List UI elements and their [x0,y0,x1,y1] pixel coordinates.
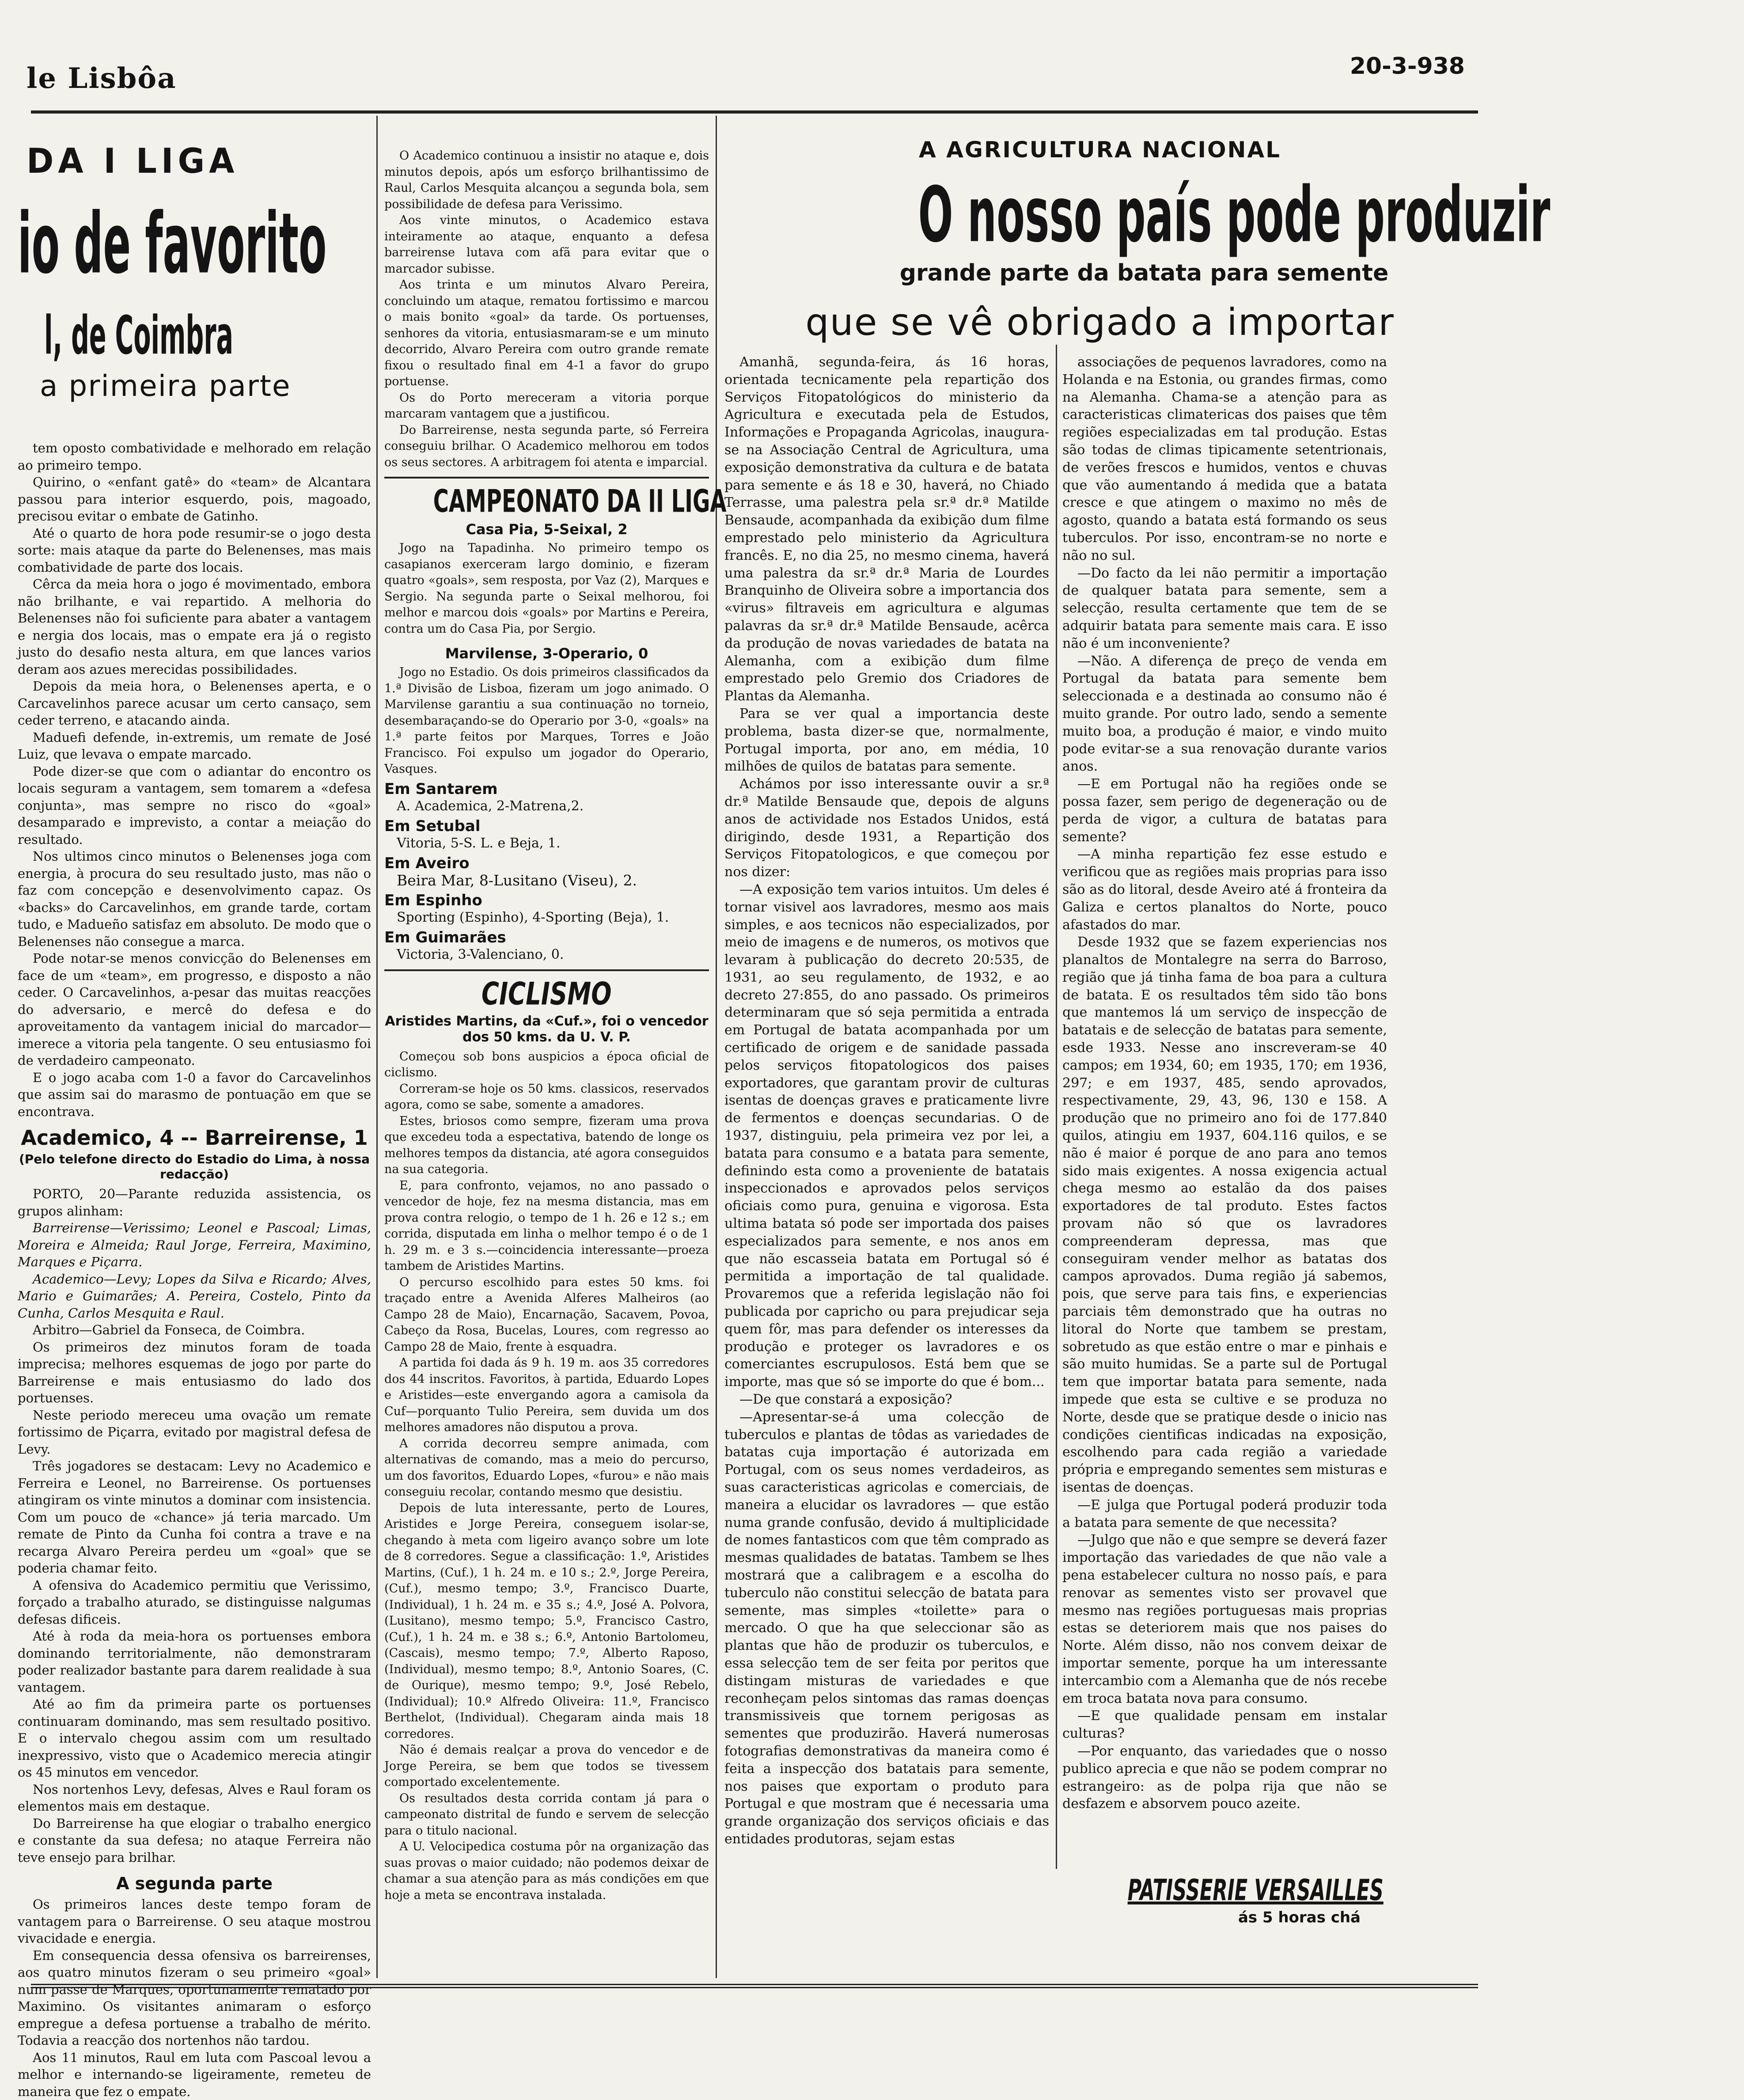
venue-setubal: Em Setubal [384,817,709,835]
paragraph: Aos 11 minutos, Raul em luta com Pascoal levou a melhor e internando-se ligeiramente, remeteu de maneira que fez o empate. [18,2049,371,2100]
paragraph: PORTO, 20—Parante reduzida assistencia, os grupos alinham: [18,1185,371,1219]
paragraph: Aos vinte minutos, o Academico estava inteiramente ao ataque, enquanto a defesa barreirense lutava com afã para evitar que o marcador subisse. [384,213,709,277]
paragraph: Os do Porto mereceram a vitoria porque marcaram vantagem que a justificou. [384,390,709,422]
agriculture-column-2 [1062,353,1387,1813]
paragraph: Academico—Levy; Lopes da Silva e Ricardo; Alves, Mario e Guimarães; A. Pereira, Costelo, Pinto da Cunha, Carlos Mesquita e Raul. [18,1271,371,1322]
paragraph: Jogo no Estadio. Os dois primeiros classificados da 1.ª Divisão de Lisboa, fizeram um jogo animado. O Marvilense garantiu a sua continuação no torneio, desembaraçando-se do Operario por 3-0, «goals» na 1.ª parte feitos por Marques, Torres e João Francisco. Foi expulso um jogador do Operario, Vasques. [384,665,709,778]
section-name: le Lisbôa [27,62,177,95]
paragraph: Do Barreirense, nesta segunda parte, só Ferreira conseguiu brilhar. O Academico melhorou em todos os seus sectores. A arbitragem foi atenta e imparcial. [384,422,709,471]
match-heading-marvilense: Marvilense, 3-Operario, 0 [384,645,709,662]
column-divider [1056,345,1057,1869]
paragraph: Cêrca da meia hora o jogo é movimentado, embora não brilhante, e vai repartido. A melhoria do Belenenses não foi suficiente para abater a vantagem e nergia dos locais, mas o empate era já o registo justo do desafio nesta altura, em que lances varios deram aos azues merecidas possibilidades. [18,576,371,678]
venue-santarem: Em Santarem [384,780,709,798]
paragraph: A ofensiva do Academico permitiu que Verissimo, forçado a trabalho aturado, se distinguisse nalgumas defesas dificeis. [18,1577,371,1628]
paragraph: Desde 1932 que se fazem experiencias nos planaltos de Montalegre na serra do Barroso, região que já tinha fama de boa para a cultura de batata. E os resultados têm sido tão bons que mantemos lá um serviço de inspecção de batatais e de selecção de batatas para semente, esde 1933. Nesse ano inscreveram-se 40 campos; em 1934, 60; em 1935, 170; em 1936, 297; e em 1937, 485, sendo aprovados, respectivamente, 29, 43, 96, 130 e 158. A produção que no primeiro ano foi de 177.840 quilos, atingiu em 1937, 604.116 quilos, e se não é maior é porque de ano para ano temos sido mais exigentes. A nossa exigencia actual chega mesmo ao estalão da dos paises exportadores de tal produto. Estes factos provam não só que os lavradores compreenderam depressa, mas que conseguiram vender melhor as batatas dos campos aprovados. Duma região já sabemos, pois, que serve para tais fins, e experiencias parciais têm demonstrado que ha outras no litoral do Norte que tambem se prestam, sobretudo as que estão entre o mar e pinhais e são muito humidas. Se a parte sul de Portugal tem que importar batata para semente, nada impede que esta se cultive e se produza no Norte, desde que se pratique desde o inicio nas condições cientificas indicadas na exposição, escolhendo para cada região a variedade própria e empregando sementes sem misturas e isentas de doenças. [1062,934,1387,1496]
column-divider [376,116,378,1978]
paragraph: —Apresentar-se-á uma colecção de tuberculos e plantas de tôdas as variedades de batatas cuja importação é autorizada em Portugal, com os seus nomes verdadeiros, as suas caracteristicas agricolas e comerciais, de maneira a elucidar os lavradores — que estão numa grande confusão, devido á multiplicidade de nomes fantasticos com que têm comprado as mesmas qualidades de batatas. Tambem se lhes mostrará que a calibragem e a escolha do tuberculo não constitui selecção de batata para semente, mas simples «toilette» para o mercado. O que ha que seleccionar são as plantas que hão de produzir os tuberculos, e essa selecção tem de ser feita por peritos que distingam misturas de variedades e que reconheçam pelos sintomas das ramas doenças transmissiveis que tornem perigosas as sementes que produzirão. Haverá numerosas fotografias demonstrativas da maneira como é feita a inspecção dos batatais para semente, nos paises que exportam o produto para Portugal e que mostram que é necessaria uma grande organização dos serviços oficiais e das entidades produtoras, sejam estas [724,1409,1049,1848]
paragraph: Neste periodo mereceu uma ovação um remate fortissimo de Piçarra, evitado por magistral defesa de Levy. [18,1407,371,1458]
paragraph: —E em Portugal não ha regiões onde se possa fazer, sem perigo de degeneração ou de perda de vigor, a cultura de batatas para semente? [1062,775,1387,846]
paragraph: Em consequencia dessa ofensiva os barreirenses, aos quatro minutos fizeram o seu primeiro «goal» num passe de Marques, oportunamente rematado por Maximino. Os visitantes animaram o esforço empregue a defesa portuense a trabalho de mérito. Todavia a reacção dos nortenhos não tardou. [18,1947,371,2049]
result-espinho: Sporting (Espinho), 4-Sporting (Beja), 1. [384,909,709,926]
article-subheadline-2: que se vê obrigado a importar [724,300,1475,344]
section-rule [384,477,709,478]
section-heading-segunda-parte: A segunda parte [18,1874,371,1893]
paragraph: Achámos por isso interessante ouvir a sr.ª dr.ª Matilde Bensaude que, depois de alguns anos de actividade nos Estados Unidos, está dirigindo, desde 1931, a Repartição dos Serviços Fitopatologicos, e que começou por nos dizer: [724,775,1049,881]
heading-ciclismo: CICLISMO [481,977,612,1011]
article-kicker: A AGRICULTURA NACIONAL [724,137,1475,163]
bottom-rule [31,1984,1478,1988]
paragraph: Nos ultimos cinco minutos o Belenenses joga com energia, à procura do seu resultado justo, mas não o faz com concepção e desenvolvimento capaz. Os «backs» do Carcavelinhos, em grande tarde, cortam tudo, e Madueño satisfaz em absoluto. De modo que o Belenenses não consegue a marca. [18,848,371,950]
paragraph: Pode dizer-se que com o adiantar do encontro os locais seguram a vantagem, sem tomarem a «defesa conjunta», mas sempre no risco do «goal» desamparado e imprevisto, a contar a meiação do resultado. [18,763,371,848]
paragraph: —E julga que Portugal poderá produzir toda a batata para semente de que necessita? [1062,1496,1387,1532]
paragraph: Barreirense—Verissimo; Leonel e Pascoal; Limas, Moreira e Almeida; Raul Jorge, Ferreira, Maximino, Marques e Piçarra. [18,1219,371,1271]
paragraph: Nos nortenhos Levy, defesas, Alves e Raul foram os elementos mais em destaque. [18,1781,371,1815]
match-headline-academico: Academico, 4 -- Barreirense, 1 [18,1126,371,1149]
headline-coimbra: l, de Coimbra [44,307,233,365]
paragraph: —A minha repartição fez esse estudo e verificou que as regiões mais proprias para isso são as do litoral, desde Aveiro até á fronteira da Galiza e certos planaltos do Norte, pouco afastados do mar. [1062,846,1387,934]
paragraph: Três jogadores se destacam: Levy no Academico e Ferreira e Leonel, no Barreirense. Os portuenses atingiram os vinte minutos a dominar com insistencia. Com um pouco de «chance» já teria marcado. Um remate de Pinto da Cunha foi contra a trave e na recarga Alvaro Pereira perdeu um «goal» que se poderia chamar feito. [18,1458,371,1577]
agriculture-column-1 [724,353,1049,1848]
paragraph: Os primeiros lances deste tempo foram de vantagem para o Barreirense. O seu ataque mostrou vivacidade e energia. [18,1896,371,1947]
paragraph: —De que constará a exposição? [724,1391,1049,1409]
paragraph: Correram-se hoje os 50 kms. classicos, reservados agora, como se sabe, somente a amadores. [384,1081,709,1113]
paragraph: Não é demais realçar a prova do vencedor e de Jorge Pereira, se bem que todos se tivessem comportado excelentemente. [384,1742,709,1791]
match-subheadline: (Pelo telefone directo do Estadio do Lima, à nossa redacção) [18,1152,371,1182]
paragraph: E o jogo acaba com 1-0 a favor do Carcavelinhos que assim sai do marasmo de pontuação em que se encontrava. [18,1069,371,1120]
paragraph: A partida foi dada ás 9 h. 19 m. aos 35 corredores dos 44 inscritos. Favoritos, à partida, Eduardo Lopes e Aristides—este envergando agora a camisola da Cuf—porquanto Tulio Pereira, sem duvida um dos melhores amadores não disputou a prova. [384,1355,709,1436]
main-headline: io de favorito [18,197,326,292]
advertisement [1078,1873,1378,1962]
ad-subtitle: ás 5 horas chá [1078,1909,1378,1926]
article-headline: O nosso país pode produzir [918,175,1551,256]
paragraph: Até ao fim da primeira parte os portuenses continuaram dominando, mas sem resultado positivo. E o intervalo chegou assim com um resultado inexpressivo, visto que o Academico merecia atingir os 45 minutos em vencedor. [18,1696,371,1781]
result-setubal: Vitoria, 5-S. L. e Beja, 1. [384,835,709,852]
paragraph: Os resultados desta corrida contam já para o campeonato distrital de fundo e servem de selecção para o titulo nacional. [384,1791,709,1839]
match-heading-casa-pia: Casa Pia, 5-Seixal, 2 [384,521,709,538]
venue-aveiro: Em Aveiro [384,854,709,872]
paragraph: O percurso escolhido para estes 50 kms. foi traçado entre a Avenida Alferes Malheiros (ao Campo 28 de Maio), Encarnação, Sacavem, Povoa, Cabeço da Rosa, Bucelas, Loures, com regresso ao Campo 28 de Maio, frente à esquadra. [384,1275,709,1356]
paragraph: E, para confronto, vejamos, no ano passado o vencedor de hoje, fez na mesma distancia, mas em prova contra relogio, o tempo de 1 h. 26 e 12 s.; em corrida, disputada em linha o melhor tempo é o de 1 h. 29 m. e 3 s.—coincidencia interessante—proeza tambem de Aristides Martins. [384,1178,709,1275]
section-rule [384,969,709,971]
article-subheadline: grande parte da batata para semente [813,260,1475,286]
venue-espinho: Em Espinho [384,892,709,909]
paragraph: Estes, briosos como sempre, fizeram uma prova que excedeu toda a espectativa, batendo de longe os melhores tempos da distancia, até agora conseguidos na sua categoria. [384,1113,709,1178]
paragraph: Começou sob bons auspicios a época oficial de ciclismo. [384,1049,709,1081]
heading-campeonato-ii-liga: CAMPEONATO DA II LIGA [433,485,727,519]
sports-column-2 [384,148,709,1903]
paragraph: O Academico continuou a insistir no ataque e, dois minutos depois, após um esforço brilhantissimo de Raul, Carlos Mesquita alcançou a segunda bola, sem possibilidade de defesa para Verissimo. [384,148,709,213]
paragraph: A U. Velocipedica costuma pôr na organização das suas provas o maior cuidado; não podemos deixar de chamar a sua atenção para as más condições em que hoje a meta se encontrava instalada. [384,1839,709,1903]
paragraph: Pode notar-se menos convicção do Belenenses em face de um «team», em progresso, e disposto a não ceder. O Carcavelinhos, a-pesar das muitas reacções do adversario, e mercê do defesa e do aproveitamento da vantagem inicial do marcador—imerece a vitoria pela tangente. O seu entusiasmo foi de verdadeiro campeonato. [18,950,371,1069]
subheadline: a primeira parte [40,378,291,395]
column-divider [716,116,717,1978]
paragraph: Jogo na Tapadinha. No primeiro tempo os casapianos exerceram largo dominio, e fizeram quatro «goals», sem resposta, por Vaz (2), Marques e Sergio. Na segunda parte o Seixal melhorou, foi melhor e marcou dois «goals» por Martins e Pereira, contra um do Casa Pia, por Sergio. [384,540,709,637]
paragraph: associações de pequenos lavradores, como na Holanda e na Estonia, ou grandes firmas, como na Alemanha. Chama-se a atenção para as caracteristicas climatericas dos paises que têm regiões especializadas em tal produção. Estas são todas de climas tipicamente setentrionais, de verões frescos e humidos, ventos e chuvas que vão aumentando á medida que a batata cresce e que atingem o maximo no mês de agosto, quando a batata está formando os seus tuberculos. Por isso, encontram-se no norte e não no sul. [1062,353,1387,565]
paragraph: Até à roda da meia-hora os portuenses embora dominando territorialmente, não demonstraram poder realizador bastante para darem realidade à sua vantagem. [18,1628,371,1696]
result-aveiro: Beira Mar, 8-Lusitano (Viseu), 2. [384,872,709,889]
paragraph: Para se ver qual a importancia deste problema, basta dizer-se que, normalmente, Portugal importa, por ano, em média, 10 milhões de quilos de batatas para semente. [724,705,1049,775]
ad-title: PATISSERIE VERSAILLES [1128,1873,1384,1907]
paragraph: Maduefi defende, in-extremis, um remate de José Luiz, que levava o empate marcado. [18,729,371,763]
cycling-subheadline: Aristides Martins, da «Cuf.», foi o vencedor dos 50 kms. da U. V. P. [384,1014,709,1045]
paragraph: tem oposto combatividade e melhorado em relação ao primeiro tempo. [18,440,371,474]
paragraph: Quirino, o «enfant gatê» do «team» de Alcantara passou para interior esquerdo, pois, magoado, precisou evitar o embate de Gatinho. [18,474,371,525]
paragraph: —Julgo que não e que sempre se deverá fazer importação das variedades de que não vale a pena estabelecer cultura no nosso país, e para renovar as sementes visto ser provavel que mesmo nas regiões portuguesas mais proprias estas se deteriorem mais que nos paises do Norte. Além disso, não nos convem deixar de importar semente, porque ha um interessante intercambio com a Alemanha que de nós recebe em troca batata nova para consumo. [1062,1531,1387,1707]
paragraph: —A exposição tem varios intuitos. Um deles é tornar visivel aos lavradores, mesmo aos mais simples, e aos tecnicos não especializados, por meio de imagens e de numeros, os motivos que levaram à publicação do decreto 20:535, de 1931, ao seu regulamento, de 1932, e ao decreto 27:855, do ano passado. Os primeiros determinaram que só seja permitida a entrada em Portugal de batata acompanhada por um certificado de origem e de sanidade passada pelos serviços fitopatologicos dos paises exportadores, que garantam provir de culturas isentas de doenças graves e praticamente livre de fermentos e doenças secundarias. O de 1937, distinguiu, pela primeira vez por lei, a batata para consumo e a batata para semente, definindo esta como a proveniente de batatais inspeccionados e aprovados pelos serviços oficiais como pura, genuina e vigorosa. Esta ultima batata só pode ser importada dos paises especializados para semente, e nos anos em que não escasseia batata em Portugal só é permitida a importação de tal qualidade. Provaremos que a referida legislação não foi publicada por capricho ou para prejudicar seja quem fôr, mas para defender os interesses da produção e proteger os lavradores e os comerciantes escrupulosos. Está bem que se importe, mas que só se importe do que é bom... [724,881,1049,1391]
paragraph: Depois de luta interessante, perto de Loures, Aristides e Jorge Pereira, conseguem isolar-se, chegando à meta com ligeiro avanço sobre um lote de 8 corredores. Segue a classificação: 1.º, Aristides Martins, (Cuf.), 1 h. 24 m. e 10 s.; 2.º, Jorge Pereira, (Cuf.), mesmo tempo; 3.º, Francisco Duarte, (Individual), 1 h. 24 m. e 35 s.; 4.º, José A. Polvora, (Lusitano), mesmo tempo; 5.º, Francisco Castro, (Cuf.), 1 h. 24 m. e 38 s.; 6.º, Antonio Bartolomeu, (Cascais), mesmo tempo; 7.º, Alberto Raposo, (Individual), mesmo tempo; 8.º, Antonio Soares, (C. de Ourique), mesmo tempo; 9.º, José Rebelo, (Individual); 10.º Alfredo Oliveira: 11.º, Francisco Berthelot, (Individual). Chegaram ainda mais 18 corredores. [384,1500,709,1743]
top-rule [31,110,1478,114]
result-guimaraes: Victoria, 3-Valenciano, 0. [384,946,709,963]
paragraph: Até o quarto de hora pode resumir-se o jogo desta sorte: mais ataque da parte do Belenenses, mas mais combatividade de parte dos locais. [18,525,371,576]
paragraph: —Por enquanto, das variedades que o nosso publico aprecia e que não se podem comprar no estrangeiro: as de polpa rija que não se desfazem e absorvem pouco azeite. [1062,1743,1387,1813]
paragraph: A corrida decorreu sempre animada, com alternativas de comando, mas a meio do percurso, um dos favoritos, Eduardo Lopes, «furou» e não mais conseguiu recolar, contando mesmo que desistiu. [384,1436,709,1500]
paragraph: Do Barreirense ha que elogiar o trabalho energico e constante da sua defesa; no ataque Ferreira não teve ensejo para brilhar. [18,1815,371,1866]
paragraph: —Não. A diferença de preço de venda em Portugal da batata para semente bem seleccionada e a destinada ao consumo não é muito grande. Por outro lado, sendo a semente muito boa, a produção é maior, e vindo muito pode evitar-se a sua renovação durante varios anos. [1062,653,1387,776]
sports-column-1 [18,148,371,2100]
issue-date: 20-3-938 [1350,53,1465,80]
agriculture-article-header [724,133,1475,353]
venue-guimaraes: Em Guimarães [384,929,709,946]
paragraph: —Do facto da lei não permitir a importação de qualquer batata para semente, sem a selecção, resulta certamente que tem de se adquirir batata para semente mais cara. E isso não é um inconveniente? [1062,565,1387,653]
paragraph: Aos trinta e um minutos Alvaro Pereira, concluindo um ataque, rematou fortissimo e marcou o mais bonito «goal» da tarde. Os portuenses, senhores da vitoria, entusiasmaram-se e um minuto decorrido, Alvaro Pereira com outro grande remate fixou o resultado final em 4-1 a favor do grupo portuense. [384,277,709,390]
paragraph: Depois da meia hora, o Belenenses aperta, e o Carcavelinhos parece acusar um certo cansaço, sem ceder terreno, e atacando ainda. [18,678,371,729]
paragraph: Arbitro—Gabriel da Fonseca, de Coimbra. [18,1322,371,1339]
paragraph: Os primeiros dez minutos foram de toada imprecisa; melhores esquemas de jogo por parte do Barreirense e mais entusiasmo do lado dos portuenses. [18,1339,371,1407]
paragraph: —E que qualidade pensam em instalar culturas? [1062,1707,1387,1743]
result-santarem: A. Academica, 2-Matrena,2. [384,798,709,815]
paragraph: Amanhã, segunda-feira, ás 16 horas, orientada tecnicamente pela repartição dos Serviços Fitopatológicos do ministerio da Agricultura e executada pela de Estudos, Informações e Propaganda Agricolas, inaugura-se na Associação Central de Agricultura, uma exposição demonstrativa da cultura e de batata para semente e ás 18 e 30, haverá, no Chiado Terrasse, uma palestra pela sr.ª dr.ª Matilde Bensaude, acompanhada da exibição dum filme emprestado pelo ministerio da Agricultura francês. E, no dia 25, no mesmo cinema, haverá uma palestra da sr.ª dr.ª Maria de Lourdes Branquinho de Oliveira sobre a importancia dos «virus» filtraveis em agricultura e algumas palavras da sr.ª dr.ª Matilde Bensaude, acêrca da produção de novas variedades de batata na Alemanha, com a exibição dum filme emprestado pelo Gremio dos Criadores de Plantas da Alemanha. [724,353,1049,705]
kicker-liga: DA I LIGA [27,152,239,170]
